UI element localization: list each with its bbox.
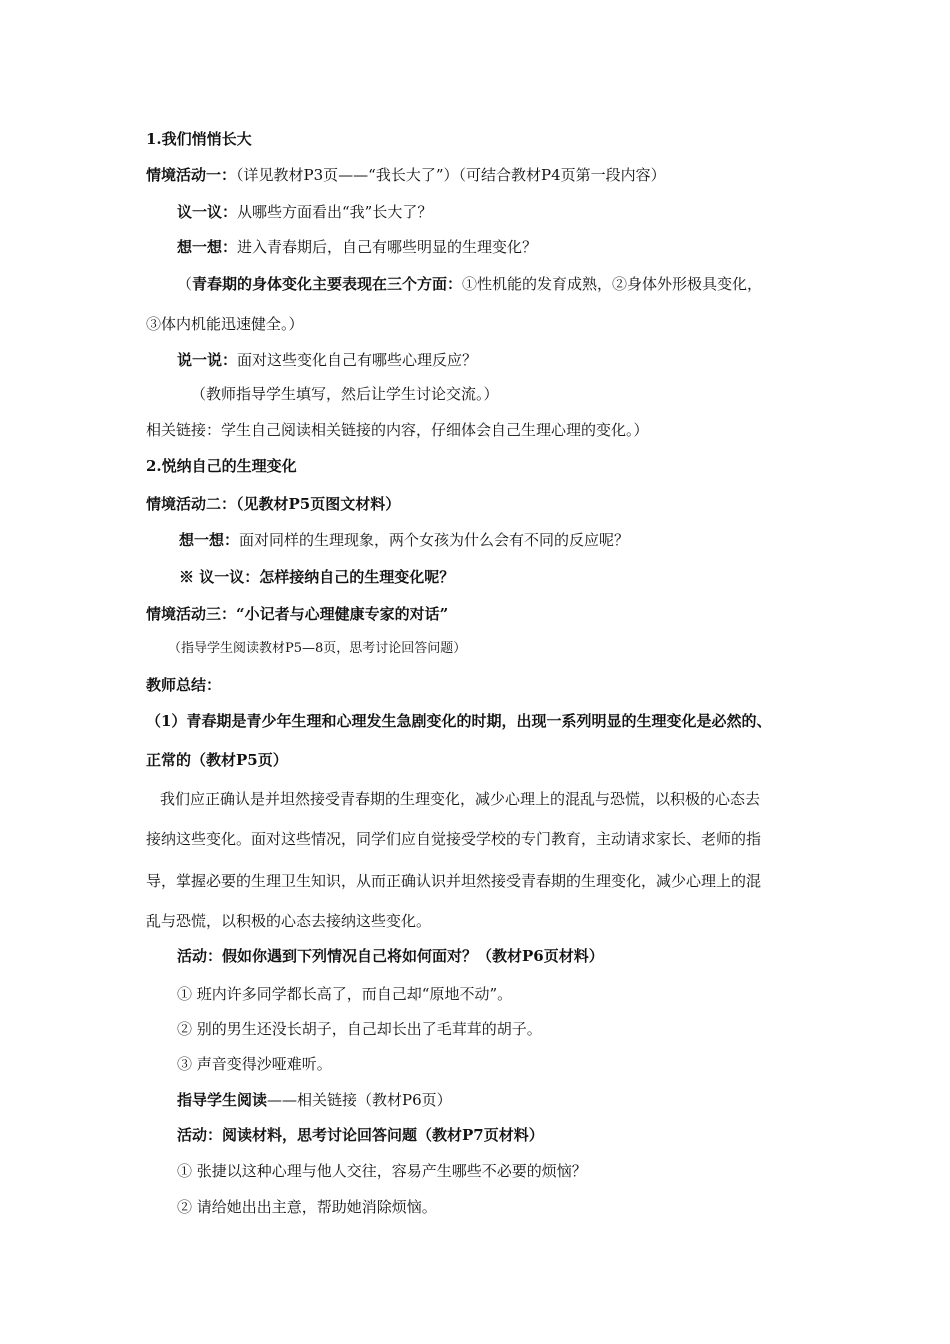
activity-2-item-2: ② 请给她出出主意，帮助她消除烦恼。 [177,1198,437,1216]
paren-open: （ [177,275,193,293]
section-1-heading: 1.我们悄悄长大 [146,130,252,148]
summary-point-1-line-2: 正常的（教材P5页） [146,751,288,769]
activity-1-item-2: ② 别的男生还没长胡子，自己却长出了毛茸茸的胡子。 [177,1020,542,1038]
say-text: 面对这些变化自己有哪些心理反应？ [237,351,478,369]
activity-prompt-2: 活动：阅读材料，思考讨论回答问题（教材P7页材料） [177,1126,544,1144]
discuss-text: 从哪些方面看出“我”长大了？ [237,203,433,221]
say-label: 说一说： [177,351,238,369]
section-2-heading: 2.悦纳自己的生理变化 [146,457,297,475]
teacher-guide-note: （教师指导学生填写，然后让学生讨论交流。） [191,385,499,403]
body-change-note [177,274,762,294]
guide-reading-note: （指导学生阅读教材P5—8页，思考讨论回答问题） [168,641,467,656]
scenario-activity-1-text: （详见教材P3页——“我长大了”）（可结合教材P4页第一段内容） [236,166,666,184]
activity-prompt-1: 活动：假如你遇到下列情况自己将如何面对？（教材P6页材料） [177,947,604,965]
discuss-label: 议一议： [177,203,238,221]
think-prompt-2 [179,530,629,550]
summary-paragraph-line-3: 导，掌握必要的生理卫生知识，从而正确认识并坦然接受青春期的生理变化，减少心理上的混 [146,872,762,890]
scenario-activity-1-label: 情境活动一： [146,166,237,184]
summary-paragraph-line-1: 我们应正确认是并坦然接受青春期的生理变化，减少心理上的混乱与恐慌，以积极的心态去 [160,790,761,808]
activity-1-item-1: ① 班内许多同学都长高了，而自己却“原地不动”。 [177,985,513,1003]
activity-1-item-3: ③ 声音变得沙哑难听。 [177,1055,332,1073]
body-change-text: ①性机能的发育成熟，②身体外形极具变化， [462,275,763,293]
guide-reading-2-text: ——相关链接（教材P6页） [267,1091,452,1109]
related-link-note: 相关链接：学生自己阅读相关链接的内容，仔细体会自己生理心理的变化。） [146,421,649,439]
discuss-prompt-1 [177,202,432,222]
scenario-activity-2: 情境活动二：（见教材P5页图文材料） [146,495,401,513]
summary-paragraph-line-2: 接纳这些变化。面对这些情况，同学们应自觉接受学校的专门教育，主动请求家长、老师的指 [146,830,762,848]
guide-reading-2 [177,1090,452,1110]
say-prompt [177,350,477,370]
scenario-activity-1 [146,165,666,185]
summary-point-1-line-1: （1）青春期是青少年生理和心理发生急剧变化的时期，出现一系列明显的生理变化是必然的、 [146,712,772,730]
activity-2-item-1: ① 张捷以这种心理与他人交往，容易产生哪些不必要的烦恼？ [177,1162,587,1180]
teacher-summary-heading: 教师总结： [146,676,222,694]
body-change-note-cont: ③体内机能迅速健全。） [146,315,304,333]
think-prompt-1 [177,237,537,257]
discuss-prompt-2: ※ 议一议：怎样接纳自己的生理变化呢？ [179,568,455,586]
think-label: 想一想： [177,238,238,256]
guide-reading-2-label: 指导学生阅读 [177,1091,268,1109]
scenario-activity-3: 情境活动三：“小记者与心理健康专家的对话” [146,605,449,623]
think-text: 进入青春期后，自己有哪些明显的生理变化？ [237,238,538,256]
body-change-label: 青春期的身体变化主要表现在三个方面： [192,275,463,293]
think-label: 想一想： [179,531,240,549]
think-text: 面对同样的生理现象，两个女孩为什么会有不同的反应呢？ [239,531,630,549]
summary-paragraph-line-4: 乱与恐慌，以积极的心态去接纳这些变化。 [146,912,432,930]
